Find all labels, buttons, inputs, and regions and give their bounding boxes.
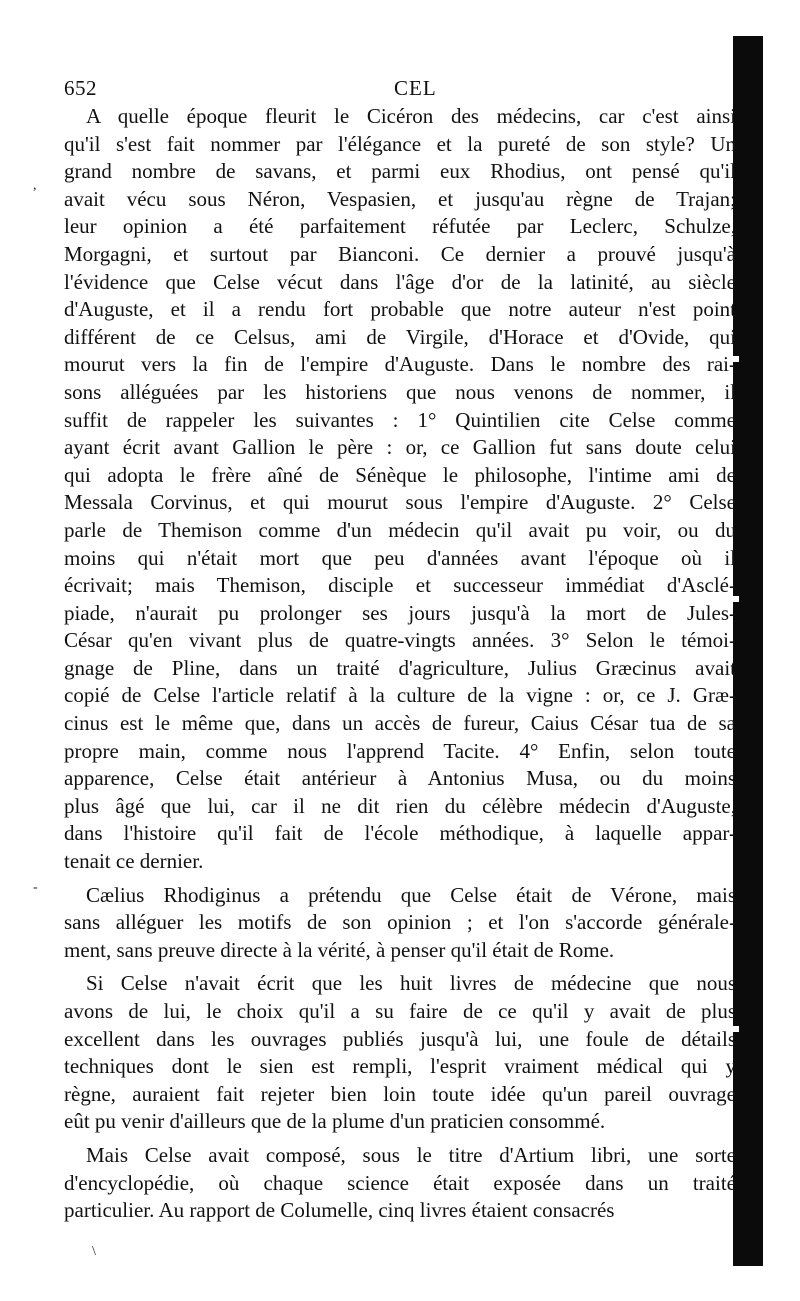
text-line: sans alléguer les motifs de son opinion ; et l'on s'accorde générale- xyxy=(64,910,736,935)
text-line: avait vécu sous Néron, Vespasien, et jusqu'au règne de Trajan; xyxy=(64,186,736,211)
paragraph xyxy=(64,882,736,965)
text-line: eût pu venir d'ailleurs que de la plume d'un praticien consommé. xyxy=(64,1109,606,1134)
margin-speck: \ xyxy=(92,1244,96,1259)
text-line: écrivait; mais Themison, disciple et successeur immédiat d'Asclé- xyxy=(64,573,736,598)
text-line: Si Celse n'avait écrit que les huit livres de médecine que nous xyxy=(86,971,736,996)
text-line: suffit de rappeler les suivantes : 1° Quintilien cite Celse comme xyxy=(64,407,736,432)
text-line: plus âgé que lui, car il ne dit rien du célèbre médecin d'Auguste, xyxy=(64,793,736,818)
text-line: A quelle époque fleurit le Cicéron des médecins, car c'est ainsi xyxy=(86,104,736,128)
text-line: piade, n'aurait pu prolonger ses jours jusqu'à la mort de Jules- xyxy=(64,600,736,625)
text-line: ayant écrit avant Gallion le père : or, ce Gallion fut sans doute celui xyxy=(64,435,736,460)
margin-speck: - xyxy=(33,880,38,895)
text-line: Morgagni, et surtout par Bianconi. Ce dernier a prouvé jusqu'à xyxy=(64,241,736,266)
text-line: différent de ce Celsus, ami de Virgile, d'Horace et d'Ovide, qui xyxy=(64,324,736,349)
text-line: grand nombre de savans, et parmi eux Rhodius, ont pensé qu'il xyxy=(64,159,736,184)
text-line: excellent dans les ouvrages publiés jusqu'à lui, une foule de détails xyxy=(64,1026,736,1051)
page-edge-shadow xyxy=(733,36,763,1266)
text-line: copié de Celse l'article relatif à la culture de la vigne : or, ce J. Græ- xyxy=(64,683,736,708)
margin-speck: , xyxy=(33,178,37,193)
text-line: leur opinion a été parfaitement réfutée par Leclerc, Schulze, xyxy=(64,214,736,239)
text-line: dans l'histoire qu'il fait de l'école méthodique, à laquelle appar- xyxy=(64,821,736,846)
text-line: sons alléguées par les historiens que nous venons de nommer, il xyxy=(64,379,736,404)
body-text xyxy=(64,103,736,1225)
text-line: cinus est le même que, dans un accès de fureur, Caius César tua de sa xyxy=(64,711,736,736)
text-line: gnage de Pline, dans un traité d'agriculture, Julius Græcinus avait xyxy=(64,655,736,680)
paragraph xyxy=(64,970,736,1136)
text-line: tenait ce dernier. xyxy=(64,849,204,874)
text-line: moins qui n'était mort que peu d'années avant l'époque où il xyxy=(64,545,736,570)
text-line: apparence, Celse était antérieur à Antonius Musa, ou du moins xyxy=(64,766,736,791)
text-line: particulier. Au rapport de Columelle, cinq livres étaient consacrés xyxy=(64,1198,615,1223)
text-line: règne, auraient fait rejeter bien loin toute idée qu'un pareil ouvrage xyxy=(64,1081,736,1106)
text-line: l'évidence que Celse vécut dans l'âge d'or de la latinité, au siècle xyxy=(64,269,736,294)
running-head: CEL xyxy=(394,76,437,100)
text-line: ment, sans preuve directe à la vérité, à penser qu'il était de Rome. xyxy=(64,937,615,962)
text-line: avons de lui, le choix qu'il a su faire de ce qu'il y avait de plus xyxy=(64,999,736,1023)
text-line: d'Auguste, et il a rendu fort probable que notre auteur n'est point xyxy=(64,297,736,322)
text-line: d'encyclopédie, où chaque science était exposée dans un traité xyxy=(64,1170,736,1195)
text-line: parle de Themison comme d'un médecin qu'il avait pu voir, ou du xyxy=(64,517,736,542)
text-line: Mais Celse avait composé, sous le titre d'Artium libri, une sorte xyxy=(86,1142,736,1167)
text-line: Cælius Rhodiginus a prétendu que Celse était de Vérone, mais xyxy=(86,882,736,907)
text-line: techniques dont le sien est rempli, l'esprit vraiment médical qui y xyxy=(64,1054,736,1079)
page-header xyxy=(64,76,732,106)
text-line: qu'il s'est fait nommer par l'élégance et la pureté de son style? Un xyxy=(64,131,736,156)
text-line: mourut vers la fin de l'empire d'Auguste. Dans le nombre des rai- xyxy=(64,352,736,377)
paragraph xyxy=(64,1142,736,1225)
text-line: César qu'en vivant plus de quatre-vingts années. 3° Selon le témoi- xyxy=(64,628,736,653)
text-line: qui adopta le frère aîné de Sénèque le philosophe, l'intime ami de xyxy=(64,462,736,487)
text-line: Messala Corvinus, et qui mourut sous l'empire d'Auguste. 2° Celse xyxy=(64,490,736,515)
text-line: propre main, comme nous l'apprend Tacite. 4° Enfin, selon toute xyxy=(64,738,736,763)
paragraph xyxy=(64,103,736,876)
page-number: 652 xyxy=(64,76,97,100)
